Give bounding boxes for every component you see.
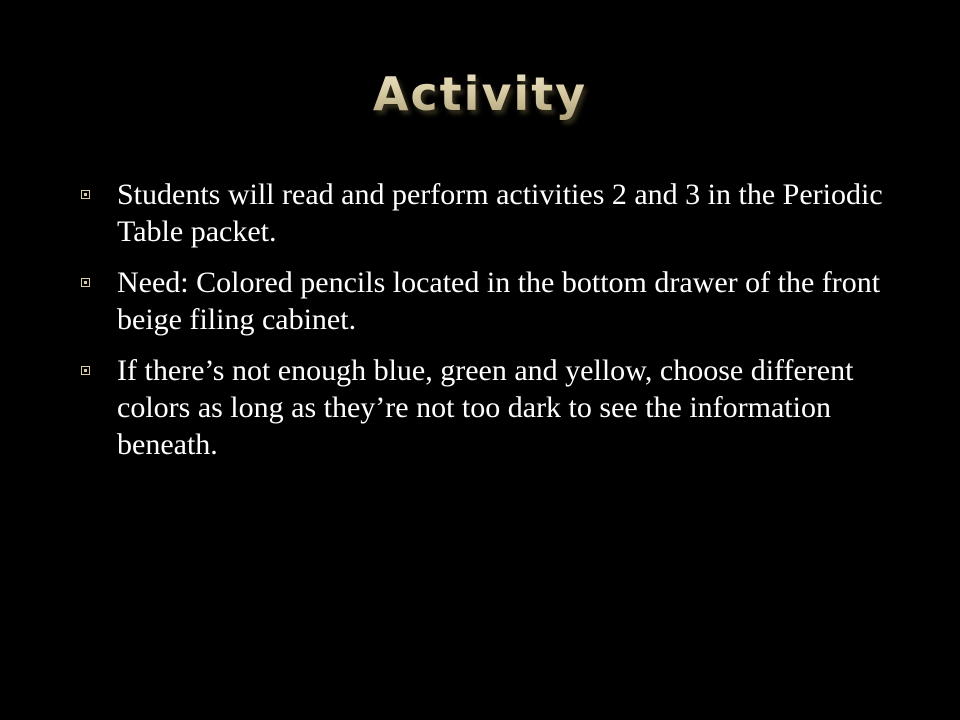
bullet-text: If there’s not enough blue, green and yellow, choose different colors as long as they’re not too dark to see the information beneath. xyxy=(117,354,854,461)
bullet-item xyxy=(80,352,910,463)
slide-title: Activity xyxy=(0,62,960,126)
square-bullet-icon xyxy=(81,366,90,375)
bullet-item xyxy=(80,264,910,338)
square-bullet-icon xyxy=(81,190,90,199)
square-bullet-icon xyxy=(81,278,90,287)
bullet-text: Need: Colored pencils located in the bottom drawer of the front beige filing cabinet. xyxy=(117,266,881,336)
bullet-text: Students will read and perform activities 2 and 3 in the Periodic Table packet. xyxy=(117,178,883,248)
bullet-item xyxy=(80,176,910,250)
bullet-list xyxy=(80,176,910,477)
